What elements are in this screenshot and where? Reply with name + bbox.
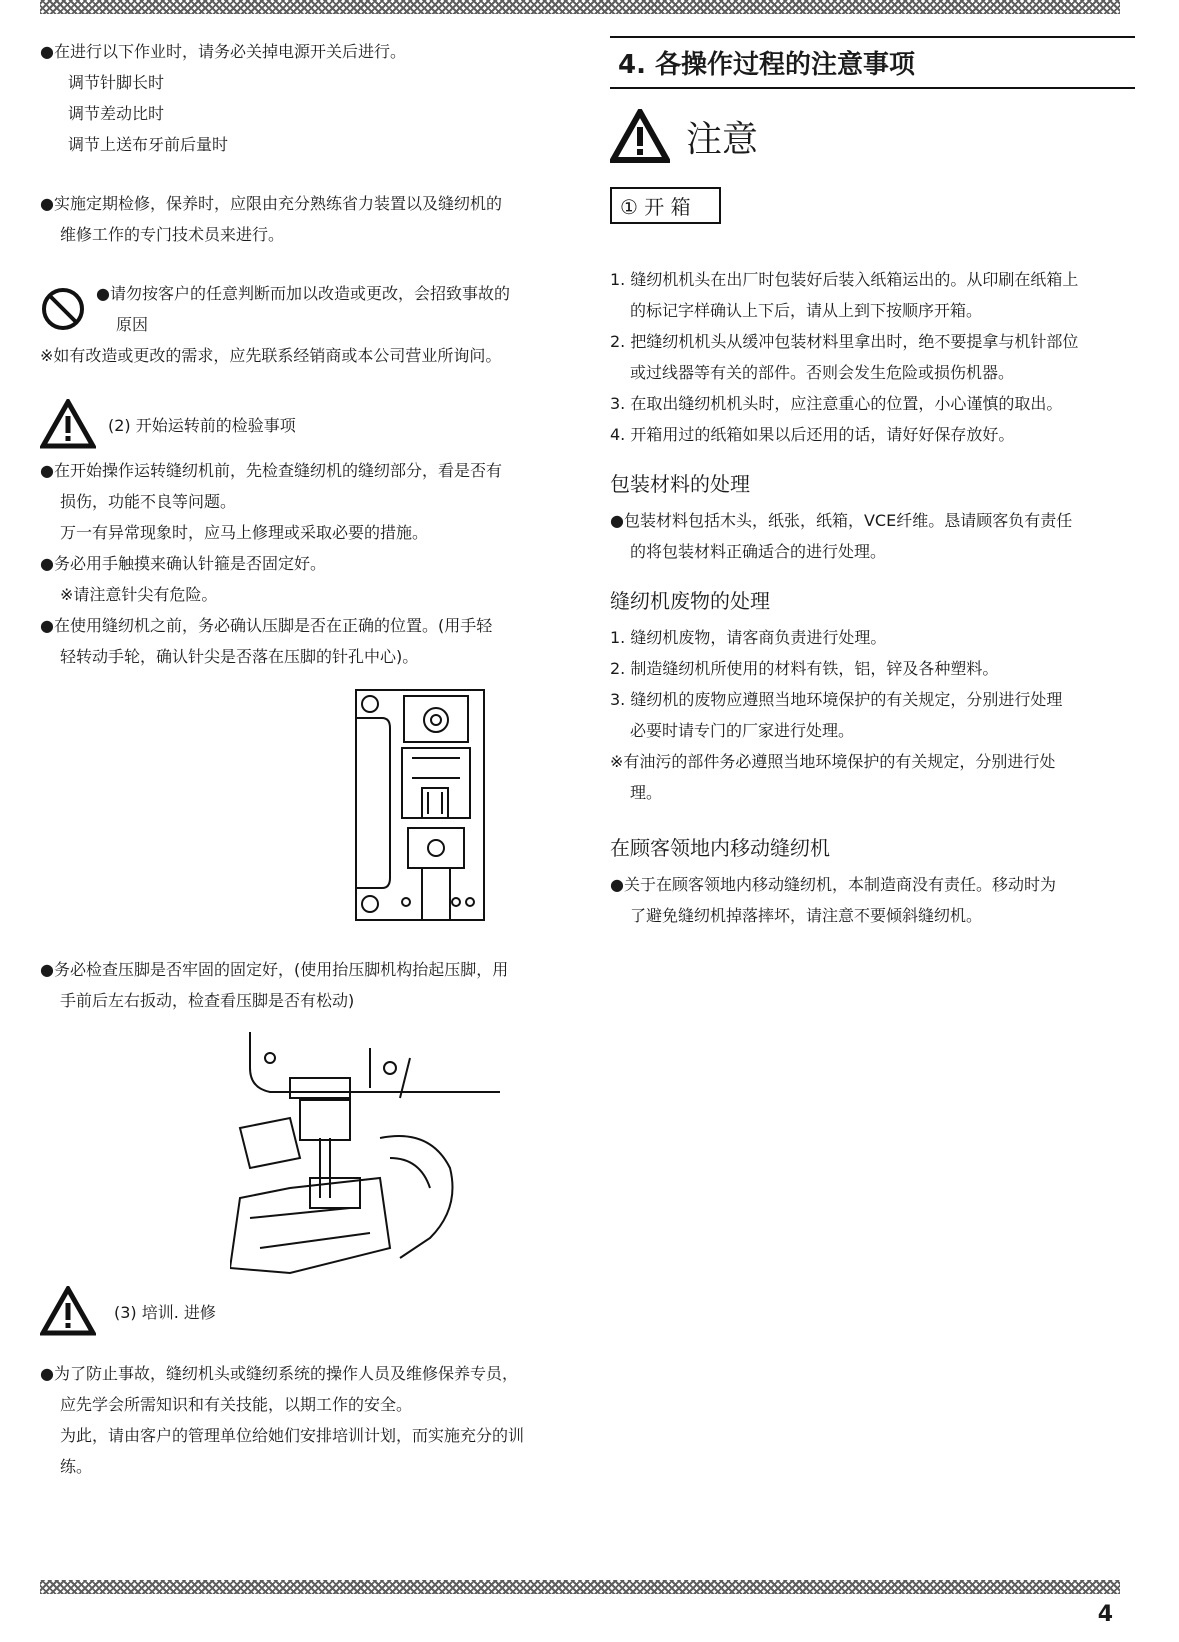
training-line-4: 练。 (60, 1457, 93, 1476)
needle-check: ● 务必用手触摸来确认针箍是否固定好。 (40, 548, 570, 579)
bottom-pattern-border (40, 1580, 1120, 1594)
caution-triangle-icon (610, 109, 670, 163)
training-line-2: 应先学会所需知识和有关技能，以期工作的安全。 (60, 1395, 413, 1414)
unpack-heading: ① 开 箱 (610, 187, 721, 224)
needle-note: ※请注意针尖有危险。 (60, 585, 218, 604)
left-column (40, 36, 570, 1482)
move-heading: 在顾客领地内移动缝纫机 (610, 836, 830, 860)
unpack-line-5: 3. 在取出缝纫机机头时，应注意重心的位置，小心谨慎的取出。 (610, 394, 1063, 413)
pre-run-line-1: ● 在开始操作运转缝纫机前，先检查缝纫机的缝纫部分，看是否有 (40, 455, 570, 486)
section-2-heading (40, 399, 570, 449)
pre-run-line-2: 损伤，功能不良等问题。 (60, 492, 237, 511)
packing-line-1: ● 包装材料包括木头，纸张，纸箱，VCE纤维。恳请顾客负有责任 (610, 505, 1135, 536)
warning-triangle-icon (40, 399, 96, 449)
waste-heading: 缝纫机废物的处理 (610, 589, 770, 613)
presser-position-line-1: ● 在使用缝纫机之前，务必确认压脚是否在正确的位置。(用手轻 (40, 610, 570, 641)
unpack-line-6: 4. 开箱用过的纸箱如果以后还用的话，请好好保存放好。 (610, 425, 1015, 444)
presser-fixed-line-1: ● 务必检查压脚是否牢固的固定好，(使用抬压脚机构抬起压脚，用 (40, 954, 570, 985)
prohibit-line-2: 原因 (116, 315, 149, 334)
move-line-2: 了避免缝纫机掉落摔坏，请注意不要倾斜缝纫机。 (630, 906, 983, 925)
section-2-title: (2) 开始运转前的检验事项 (108, 415, 296, 435)
unpack-line-2: 的标记字样确认上下后，请从上到下按顺序开箱。 (630, 301, 983, 320)
section-4-title: 4. 各操作过程的注意事项 (618, 50, 916, 80)
page-number: 4 (1097, 1602, 1113, 1627)
caution-heading (610, 109, 1135, 163)
waste-line-6: 理。 (630, 783, 663, 802)
packing-heading: 包装材料的处理 (610, 472, 750, 496)
item-feed-dog: 调节上送布牙前后量时 (68, 135, 229, 154)
maintenance-line-1: ● 实施定期检修，保养时，应限由充分熟练省力装置以及缝纫机的 (40, 188, 570, 219)
item-stitch-length: 调节针脚长时 (68, 73, 165, 92)
move-line-1: ● 关于在顾客领地内移动缝纫机，本制造商没有责任。移动时为 (610, 869, 1135, 900)
section-4-header (610, 36, 1135, 89)
modification-note: ※如有改造或更改的需求，应先联系经销商或本公司营业所询问。 (40, 346, 502, 365)
right-column (610, 36, 1135, 931)
presser-check-hand-illustration (230, 1028, 570, 1278)
top-pattern-border (40, 0, 1120, 14)
prohibit-line-1: ● 请勿按客户的任意判断而加以改造或更改，会招致事故的 (96, 278, 510, 309)
training-line-3: 为此，请由客户的管理单位给她们安排培训计划，而实施充分的训 (60, 1426, 525, 1445)
section-3-title: (3) 培训. 进修 (114, 1302, 216, 1322)
unpack-line-3: 2. 把缝纫机机头从缓冲包装材料里拿出时，绝不要提拿与机针部位 (610, 332, 1079, 351)
prohibit-icon (40, 286, 86, 332)
unpack-line-1: 1. 缝纫机机头在出厂时包装好后装入纸箱运出的。从印刷在纸箱上 (610, 270, 1079, 289)
pre-run-line-3: 万一有异常现象时，应马上修理或采取必要的措施。 (60, 523, 429, 542)
caution-label: 注意 (686, 118, 759, 160)
packing-line-2: 的将包装材料正确适合的进行处理。 (630, 542, 887, 561)
waste-line-5: ※有油污的部件务必遵照当地环境保护的有关规定，分别进行处 (610, 752, 1056, 771)
waste-line-4: 必要时请专门的厂家进行处理。 (630, 721, 855, 740)
waste-line-2: 2. 制造缝纫机所使用的材料有铁，铝，锌及各种塑料。 (610, 659, 999, 678)
section-3-heading (40, 1286, 570, 1336)
presser-fixed-line-2: 手前后左右扳动，检查看压脚是否有松动) (60, 991, 355, 1010)
waste-line-1: 1. 缝纫机废物，请客商负责进行处理。 (610, 628, 887, 647)
warning-triangle-icon-2 (40, 1286, 96, 1336)
item-differential: 调节差动比时 (68, 104, 165, 123)
waste-line-3: 3. 缝纫机的废物应遵照当地环境保护的有关规定，分别进行处理 (610, 690, 1063, 709)
presser-position-line-2: 轻转动手轮，确认针尖是否落在压脚的针孔中心)。 (60, 647, 419, 666)
unpack-line-4: 或过线器等有关的部件。否则会发生危险或损伤机器。 (630, 363, 1015, 382)
training-line-1: ● 为了防止事故，缝纫机头或缝纫系统的操作人员及维修保养专员， (40, 1358, 570, 1389)
prohibit-block (40, 278, 570, 340)
power-off-intro: ● 在进行以下作业时，请务必关掉电源开关后进行。 (40, 36, 570, 67)
maintenance-line-2: 维修工作的专门技术员来进行。 (60, 225, 285, 244)
presser-foot-top-illustration (352, 688, 570, 924)
